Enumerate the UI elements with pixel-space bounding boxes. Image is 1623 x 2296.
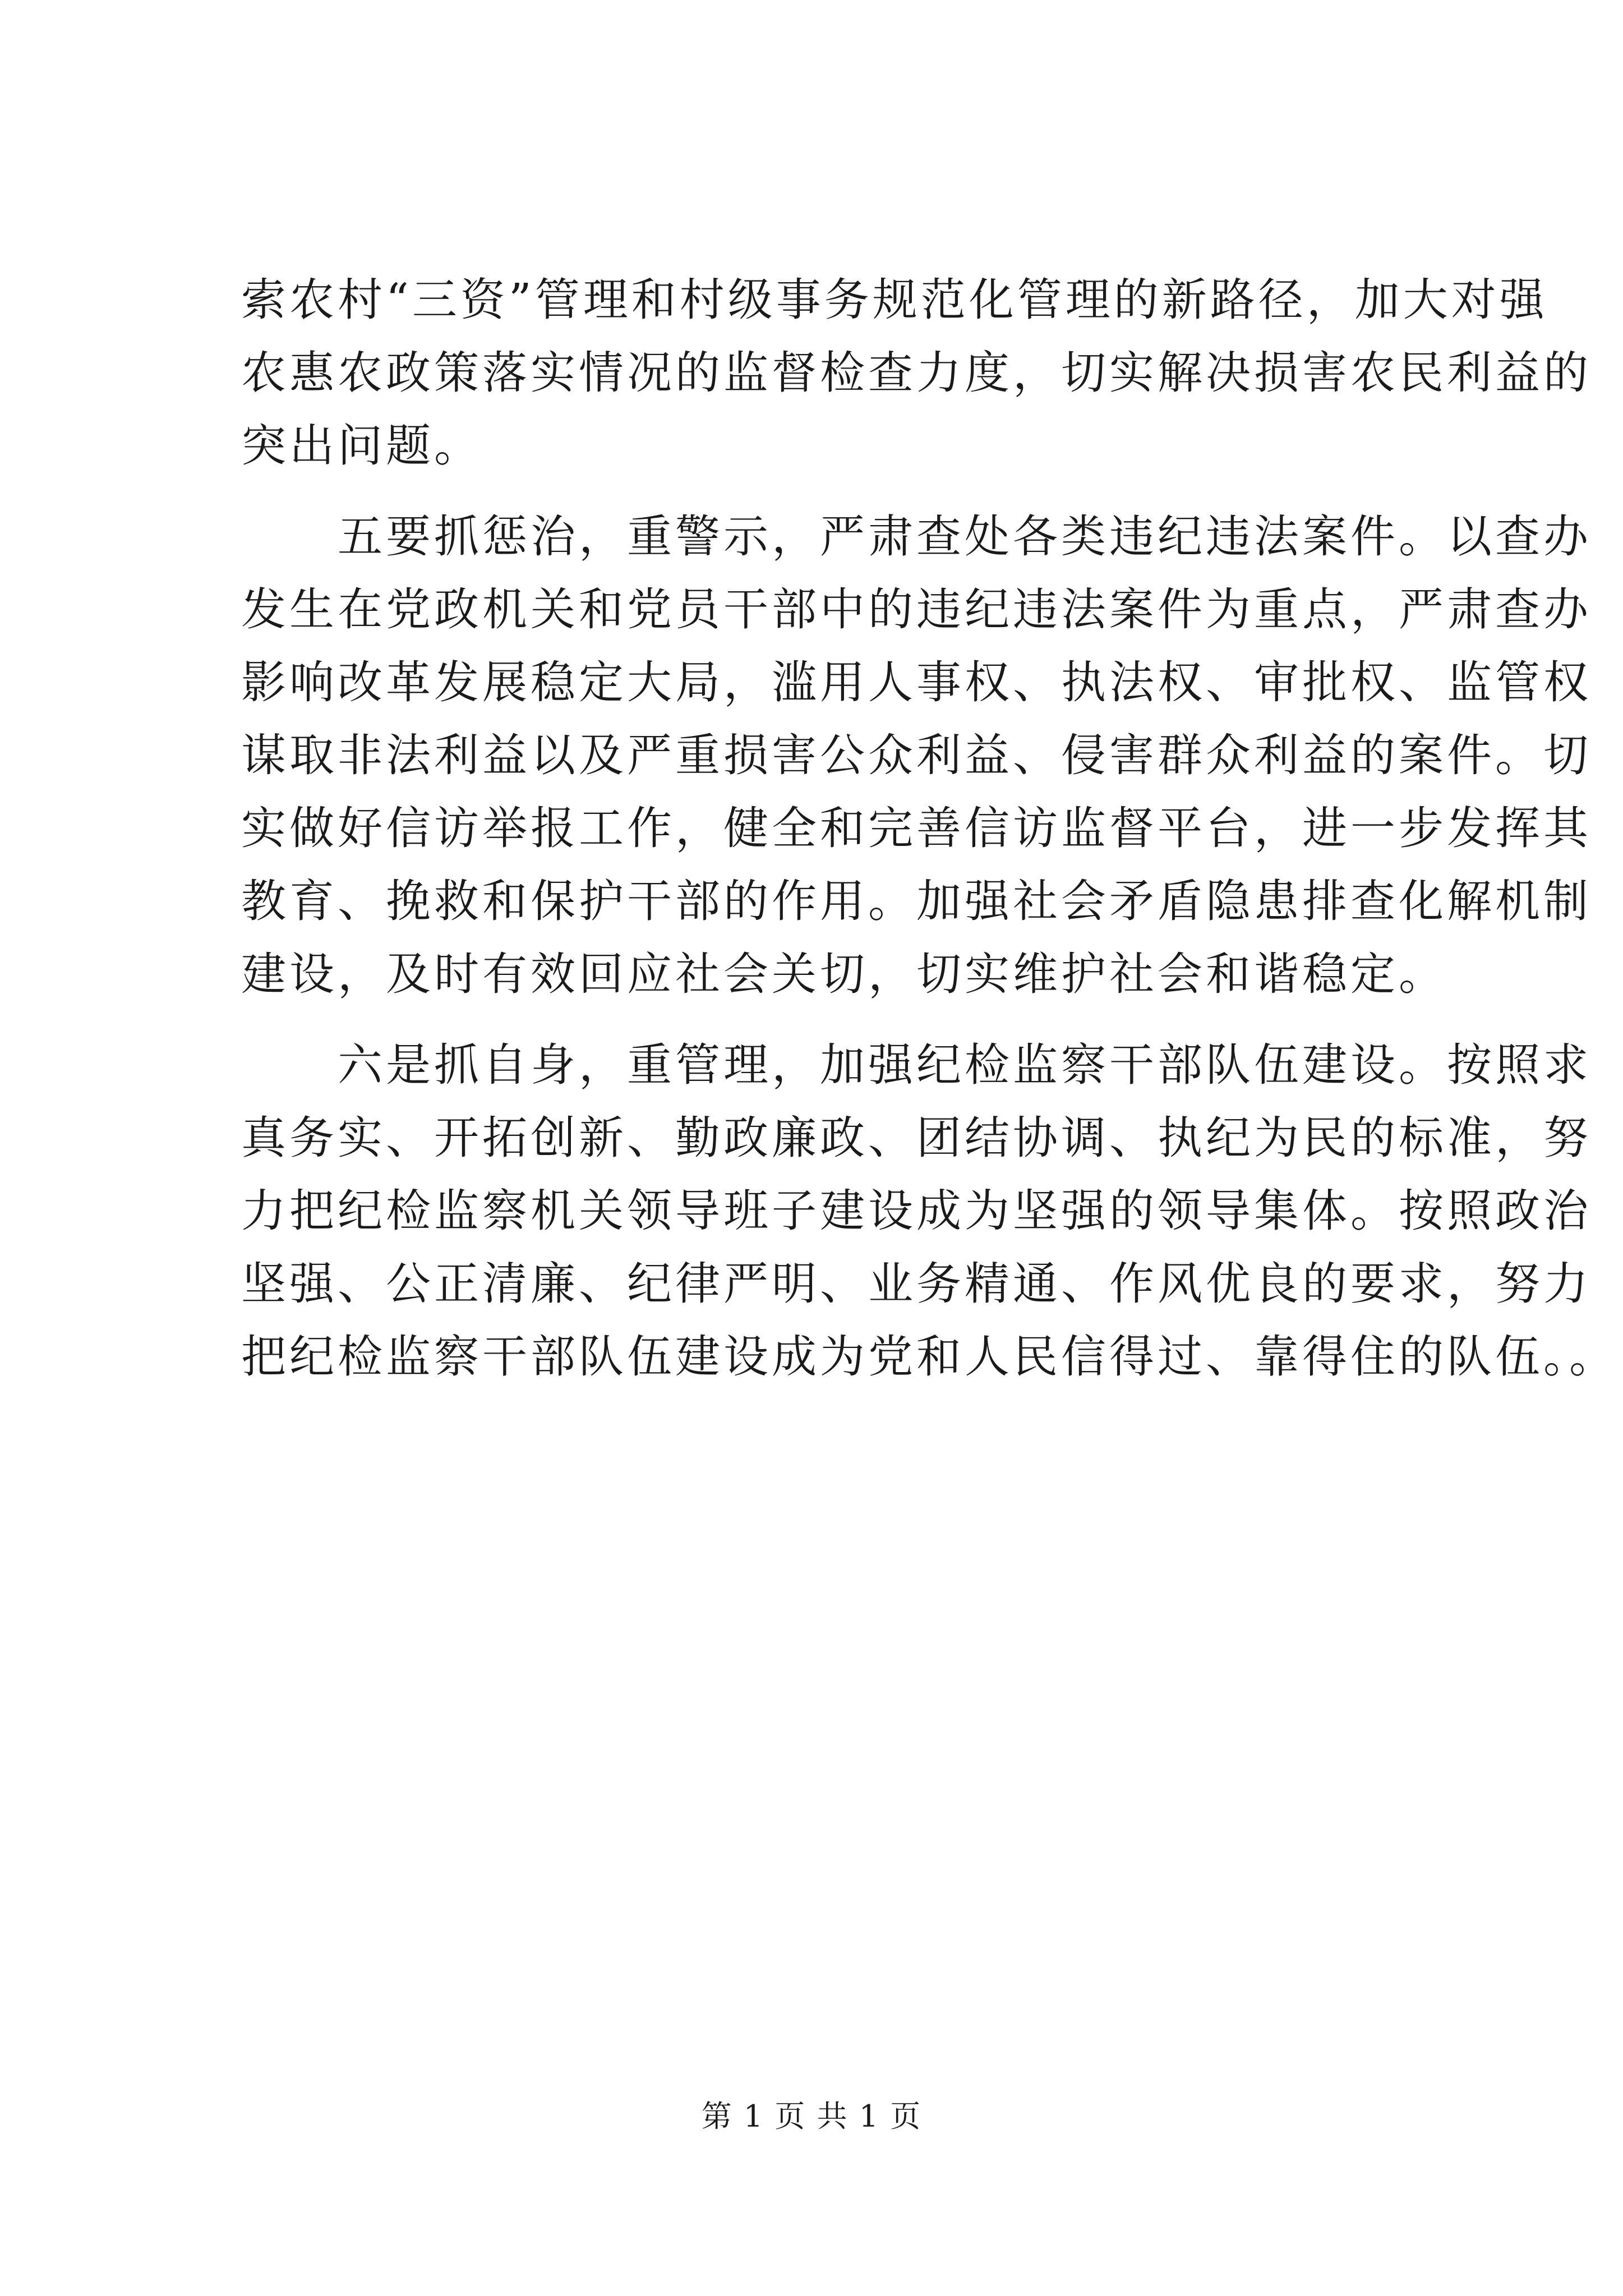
paragraph (241, 264, 1592, 482)
paragraph-spacing (241, 482, 1475, 500)
text-line: 教育、挽救和保护干部的作用。加强社会矛盾隐患排查化解机制 (241, 875, 1592, 927)
text-line: 索农村“三资”管理和村级事务规范化管理的新路径，加大对强 (241, 274, 1548, 326)
text-line: 五要抓惩治，重警示，严肃查处各类违纪违法案件。以查办 (241, 510, 1592, 563)
text-line: 建设，及时有效回应社会关切，切实维护社会和谐稳定。 (241, 948, 1447, 1000)
paragraph (241, 500, 1592, 1011)
paragraph (241, 1029, 1617, 1393)
text-line: 发生在党政机关和党员干部中的违纪违法案件为重点，严肃查办 (241, 583, 1592, 636)
text-line: 实做好信访举报工作，健全和完善信访监督平台，进一步发挥其 (241, 802, 1592, 854)
page-number-footer: 第 1 页 共 1 页 (701, 2099, 922, 2134)
text-line: 坚强、公正清廉、纪律严明、业务精通、作风优良的要求，努力 (241, 1258, 1592, 1310)
text-line: 真务实、开拓创新、勤政廉政、团结协调、执纪为民的标准，努 (241, 1112, 1592, 1164)
text-line: 谋取非法利益以及严重损害公众利益、侵害群众利益的案件。切 (241, 729, 1592, 781)
text-line: 影响改革发展稳定大局，滥用人事权、执法权、审批权、监管权 (241, 656, 1592, 708)
paragraph-spacing (241, 1011, 1475, 1029)
text-line: 突出问题。 (241, 420, 482, 472)
text-line: 农惠农政策落实情况的监督检查力度，切实解决损害农民利益的 (241, 347, 1592, 399)
text-line: 六是抓自身，重管理，加强纪检监察干部队伍建设。按照求 (241, 1039, 1592, 1091)
text-line: 把纪检监察干部队伍建设成为党和人民信得过、靠得住的队伍。。 (241, 1331, 1617, 1383)
document-body (241, 264, 1617, 1393)
text-line: 力把纪检监察机关领导班子建设成为坚强的领导集体。按照政治 (241, 1185, 1592, 1237)
